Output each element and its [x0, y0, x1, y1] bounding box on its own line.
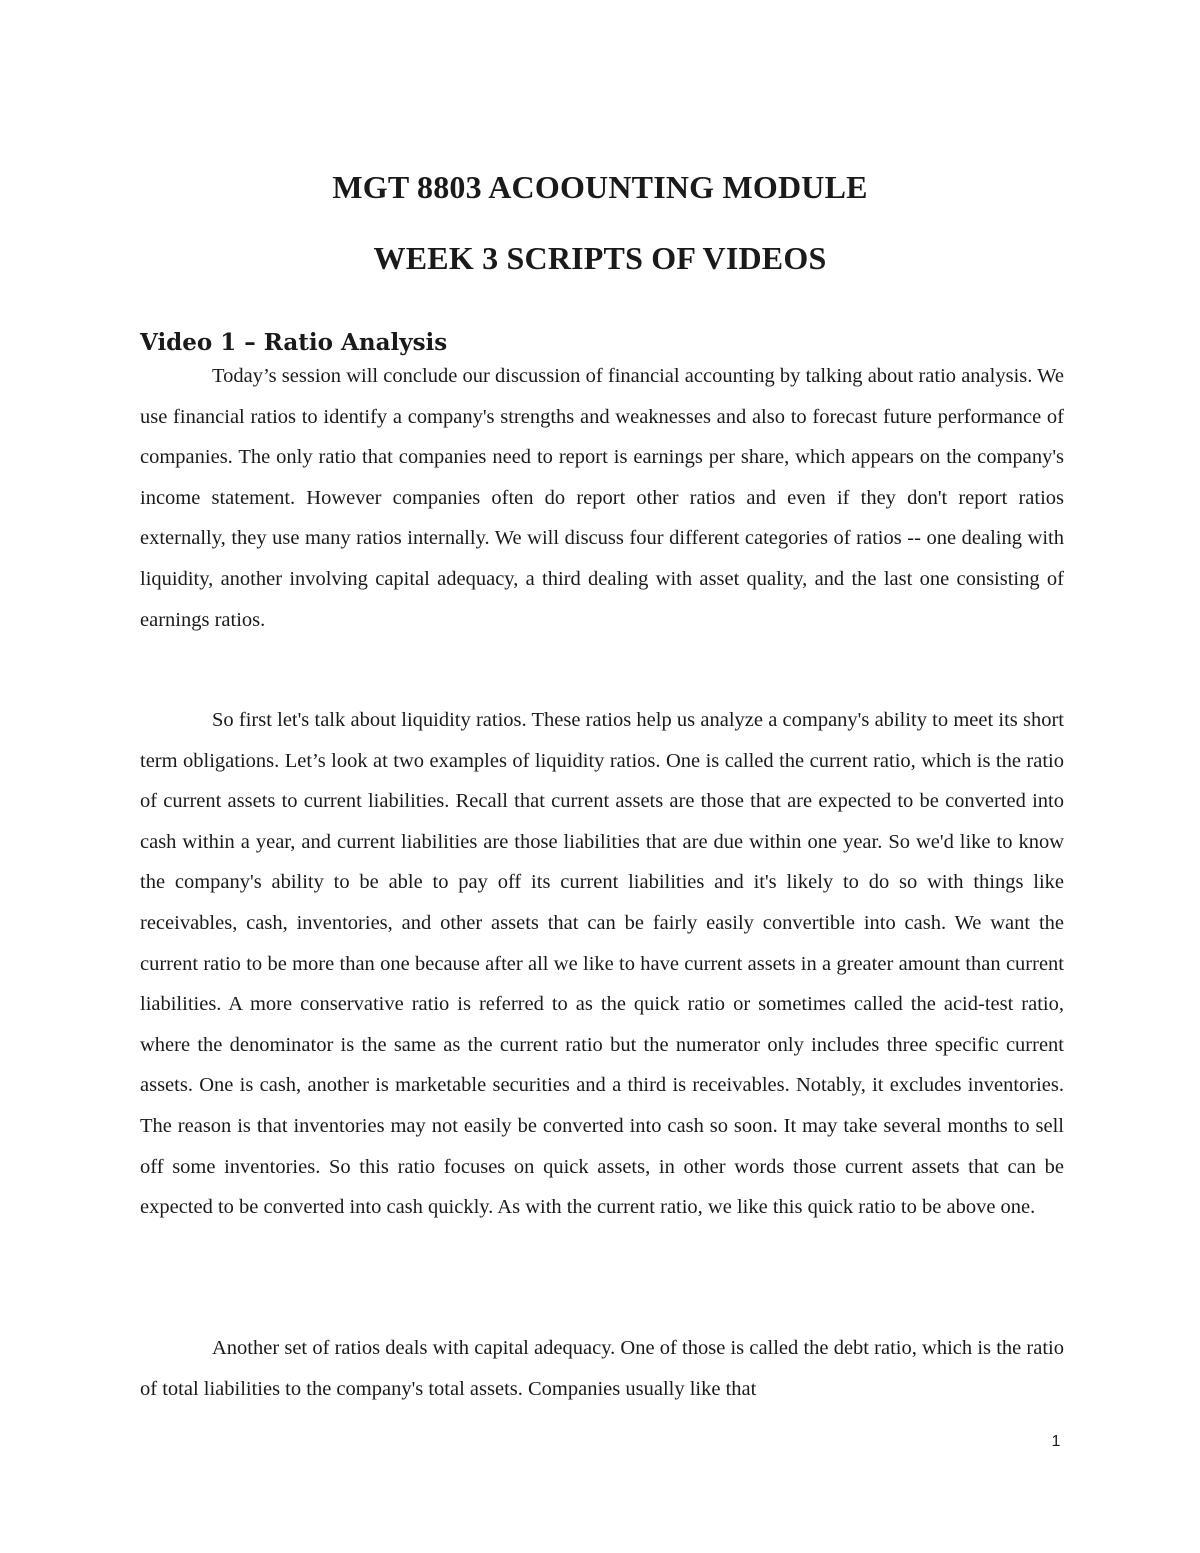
paragraph-text: So first let's talk about liquidity ratios. These ratios help us analyze a company's ability to meet its short term obligations. Let’s look at two examples of liquidity ratios. One is called the current ratio, which is the ratio of current assets to current liabilities. Recall that current assets are those that are expected to be converted into cash within a year, and current liabilities are those liabilities that are due within one year. So we'd like to know the company's ability to be able to pay off its current liabilities and it's likely to do so with things like receivables, cash, inventories, and other assets that can be fairly easily convertible into cash. We want the current ratio to be more than one because after all we like to have current assets in a greater amount than current liabilities. A more conservative ratio is referred to as the quick ratio or sometimes called the acid-test ratio, where the denominator is the same as the current ratio but the numerator only includes three specific current assets. One is cash, another is marketable securities and a third is receivables. Notably, it excludes inventories. The reason is that inventories may not easily be converted into cash so soon. It may take several months to sell off some inventories. So this ratio focuses on quick assets, in other words those current assets that can be expected to be converted into cash quickly. As with the current ratio, we like this quick ratio to be above one. — [140, 709, 1064, 1219]
page-number: 1 — [1051, 1433, 1061, 1450]
section-heading: Video 1 – Ratio Analysis — [140, 329, 448, 356]
paragraph-text: Today’s session will conclude our discussion of financial accounting by talking about ratio analysis. We use financial ratios to identify a company's strengths and weaknesses and also to forecast future performance of companies. The only ratio that companies need to report is earnings per share, which appears on the company's income statement. However companies often do report other ratios and even if they don't report ratios externally, they use many ratios internally. We will discuss four different categories of ratios -- one dealing with liquidity, another involving capital adequacy, a third dealing with asset quality, and the last one consisting of earnings ratios. — [140, 365, 1064, 631]
document-title: MGT 8803 ACOOUNTING MODULE — [332, 169, 868, 205]
document-subtitle: WEEK 3 SCRIPTS OF VIDEOS — [373, 240, 827, 276]
body-paragraph-3 — [140, 1328, 1064, 1409]
body-paragraph-1 — [140, 356, 1064, 640]
body-paragraph-2 — [140, 700, 1064, 1228]
paragraph-text: Another set of ratios deals with capital adequacy. One of those is called the debt ratio, which is the ratio of total liabilities to the company's total assets. Companies usually like that — [140, 1337, 1064, 1400]
